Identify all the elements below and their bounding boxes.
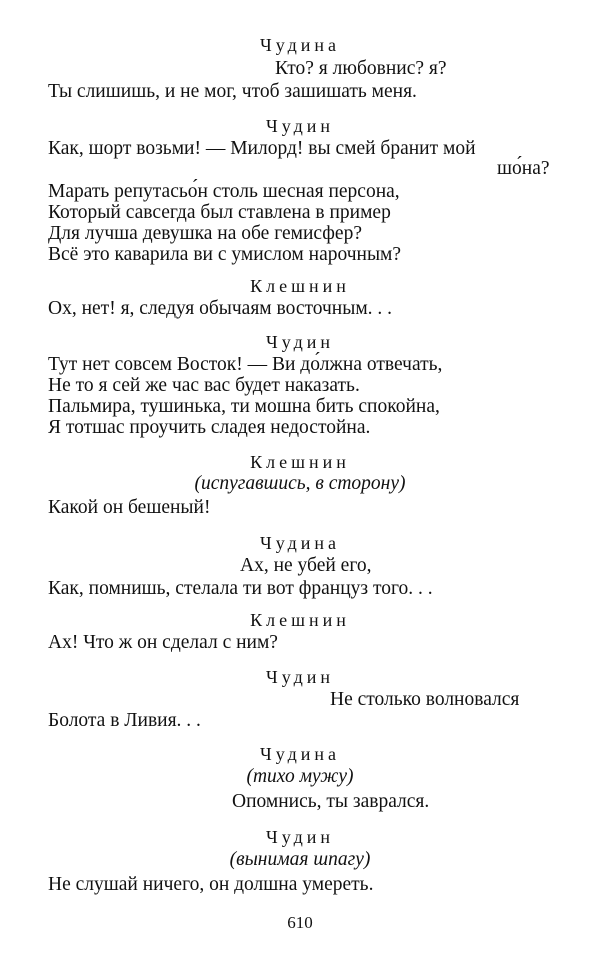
speaker-name: Чудин <box>266 332 334 352</box>
verse-line: Ах, не убей его, <box>240 555 372 576</box>
verse-line: Ты слишишь, и не мог, чтоб зашишать меня. <box>48 81 417 102</box>
verse-line: Не слушай ничего, он долшна умереть. <box>48 874 374 895</box>
verse-line: Я тотшас проучить сладея недостойна. <box>48 417 371 438</box>
verse-line: Опомнись, ты заврался. <box>232 791 430 812</box>
verse-line: Который савсегда был ставлена в пример <box>48 202 391 223</box>
verse-line: Кто? я любовнис? я? <box>275 58 447 79</box>
verse-line: Ох, нет! я, следуя обычаям восточным. . . <box>48 298 393 319</box>
stage-direction: (тихо мужу) <box>246 766 354 787</box>
verse-line: Болота в Ливия. . . <box>48 710 201 731</box>
speaker-name: Клешнин <box>250 276 350 296</box>
verse-line: Пальмира, тушинька, ти мошна бить спокойна, <box>48 396 440 417</box>
verse-line: Какой он бешеный! <box>48 497 211 518</box>
verse-line: Для лучша девушка на обе гемисфер? <box>48 223 362 244</box>
verse-line: Тут нет совсем Восток! — Ви до́лжна отвечать, <box>48 354 443 375</box>
verse-line: Ах! Что ж он сделал с ним? <box>48 632 278 653</box>
speaker-name: Клешнин <box>250 610 350 630</box>
speaker-name: Чудин <box>266 667 334 687</box>
speaker-name: Клешнин <box>250 452 350 472</box>
page-number: 610 <box>287 913 313 932</box>
verse-line: Не то я сей же час вас будет наказать. <box>48 375 360 396</box>
speaker-name: Чудин <box>266 116 334 136</box>
speaker-name: Чудин <box>266 827 334 847</box>
stage-direction: (испугавшись, в сторону) <box>194 473 406 494</box>
verse-line: Как, помнишь, стелала ти вот француз того. . . <box>48 578 433 599</box>
verse-line: Марать репутасьо́н столь шесная персона, <box>48 181 400 202</box>
speaker-name: Чудина <box>260 533 340 553</box>
verse-line: Как, шорт возьми! — Милорд! вы смей бранит мой <box>48 138 476 159</box>
speaker-name: Чудина <box>260 35 340 55</box>
verse-line: Не столько волновался <box>330 689 520 710</box>
verse-line: Всё это каварила ви с умислом нарочным? <box>48 244 402 265</box>
verse-line: шо́на? <box>497 158 550 179</box>
stage-direction: (вынимая шпагу) <box>229 849 371 870</box>
speaker-name: Чудина <box>260 744 340 764</box>
